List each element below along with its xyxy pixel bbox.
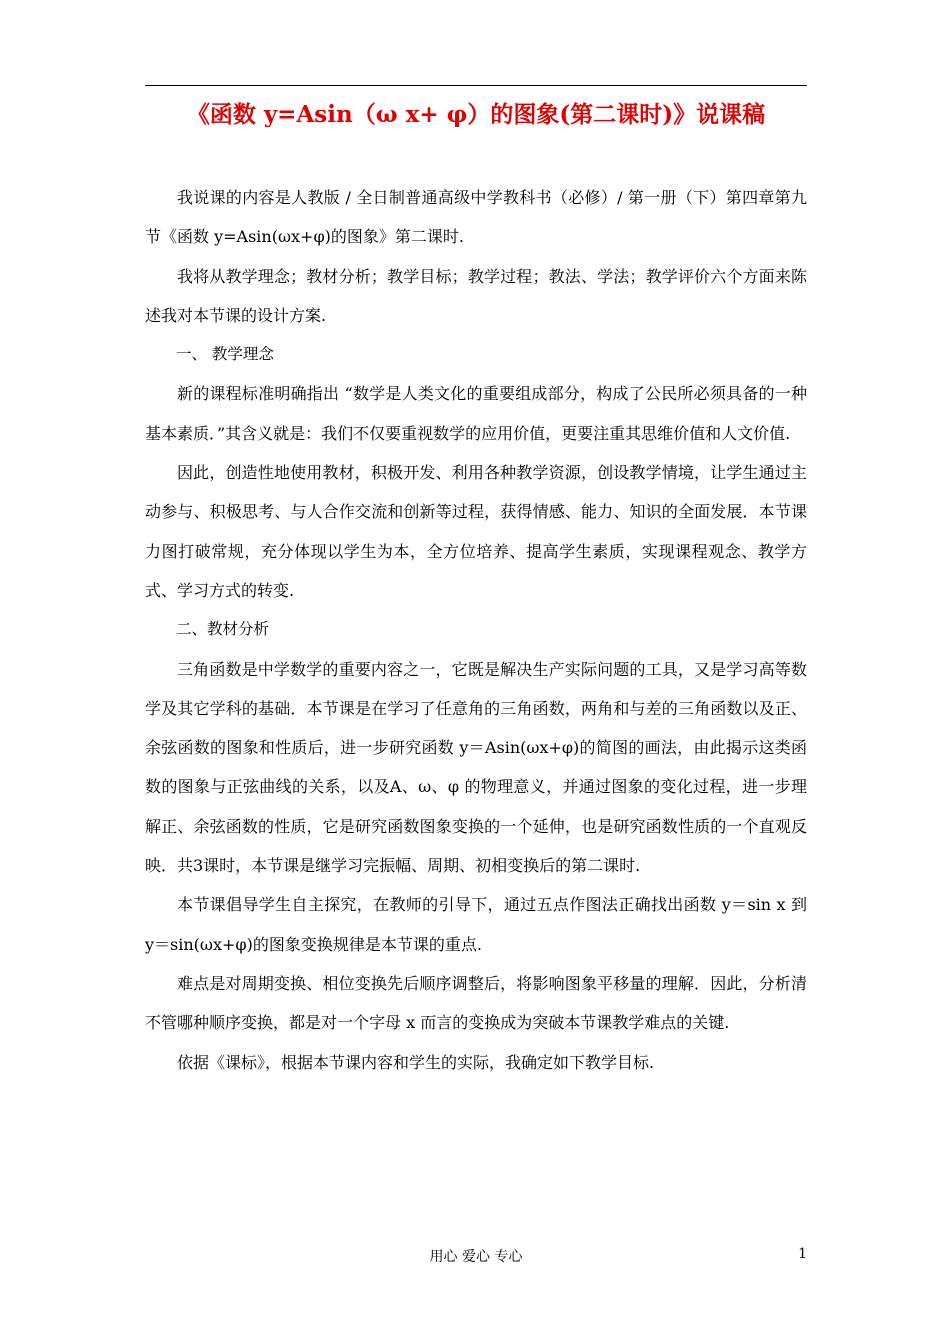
header-rule <box>145 85 807 86</box>
page-footer <box>145 1246 807 1266</box>
paragraph-intro: 我说课的内容是人教版 / 全日制普通高级中学教科书（必修）/ 第一册（下）第四章第九节《函数 y=Asin(ωx+φ)的图象》第二课时. <box>145 188 807 247</box>
document-body <box>145 178 807 1082</box>
footer-motto: 用心 爱心 专心 <box>429 1249 523 1265</box>
page-number: 1 <box>798 1246 807 1262</box>
paragraph-difficulty: 难点是对周期变换、相位变换先后顺序调整后，将影响图象平移量的理解．因此，分析清不管哪种顺序变换，都是对一个字母 x 而言的变换成为突破本节课教学难点的关键. <box>145 973 807 1033</box>
paragraph-objectives-intro: 依据《课标》，根据本节课内容和学生的实际，我确定如下教学目标. <box>177 1052 655 1072</box>
section-heading-teaching-philosophy: 一、 教学理念 <box>176 345 274 364</box>
document-title: 《函数 y=Asin（ω x+ φ）的图象(第二课时)》说课稿 <box>186 101 766 128</box>
paragraph-trig-importance: 三角函数是中学数学的重要内容之一，它既是解决生产实际问题的工具，又是学习高等数学及其它学科的基础．本节课是在学习了任意角的三角函数，两角和与差的三角函数以及正、余弦函数的图象和性质后，进一步研究函数 y＝Asin(ωx+φ)的简图的画法，由此揭示这类函数的图象与正弦曲线的关系，以及A、ω、φ 的物理意义，并通过图象的变化过程，进一步理解正、余弦函数的性质，它是研究函数图象变换的一个延伸，也是研究函数性质的一个直观反映．共3课时，本节课是继学习完振幅、周期、初相变换后的第二课时. <box>145 659 807 876</box>
section-heading-textbook-analysis: 二、教材分析 <box>176 620 270 639</box>
paragraph-overview: 我将从教学理念；教材分析；教学目标；教学过程；教法、学法；教学评价六个方面来陈述我对本节课的设计方案. <box>145 266 807 325</box>
paragraph-key-point: 本节课倡导学生自主探究，在教师的引导下，通过五点作图法正确找出函数 y＝sin x 到 y＝sin(ωx+φ)的图象变换规律是本节课的重点. <box>145 895 807 954</box>
paragraph-curriculum-standard: 新的课程标准明确指出 “数学是人类文化的重要组成部分，构成了公民所必须具备的一种基本素质．”其含义就是：我们不仅要重视数学的应用价值，更要注重其思维价值和人文价值. <box>145 384 807 443</box>
paragraph-creative-use: 因此，创造性地使用教材，积极开发、利用各种教学资源，创设教学情境，让学生通过主动参与、积极思考、与人合作交流和创新等过程，获得情感、能力、知识的全面发展．本节课力图打破常规，充分体现以学生为本，全方位培养、提高学生素质，实现课程观念、教学方式、学习方式的转变. <box>145 463 807 600</box>
